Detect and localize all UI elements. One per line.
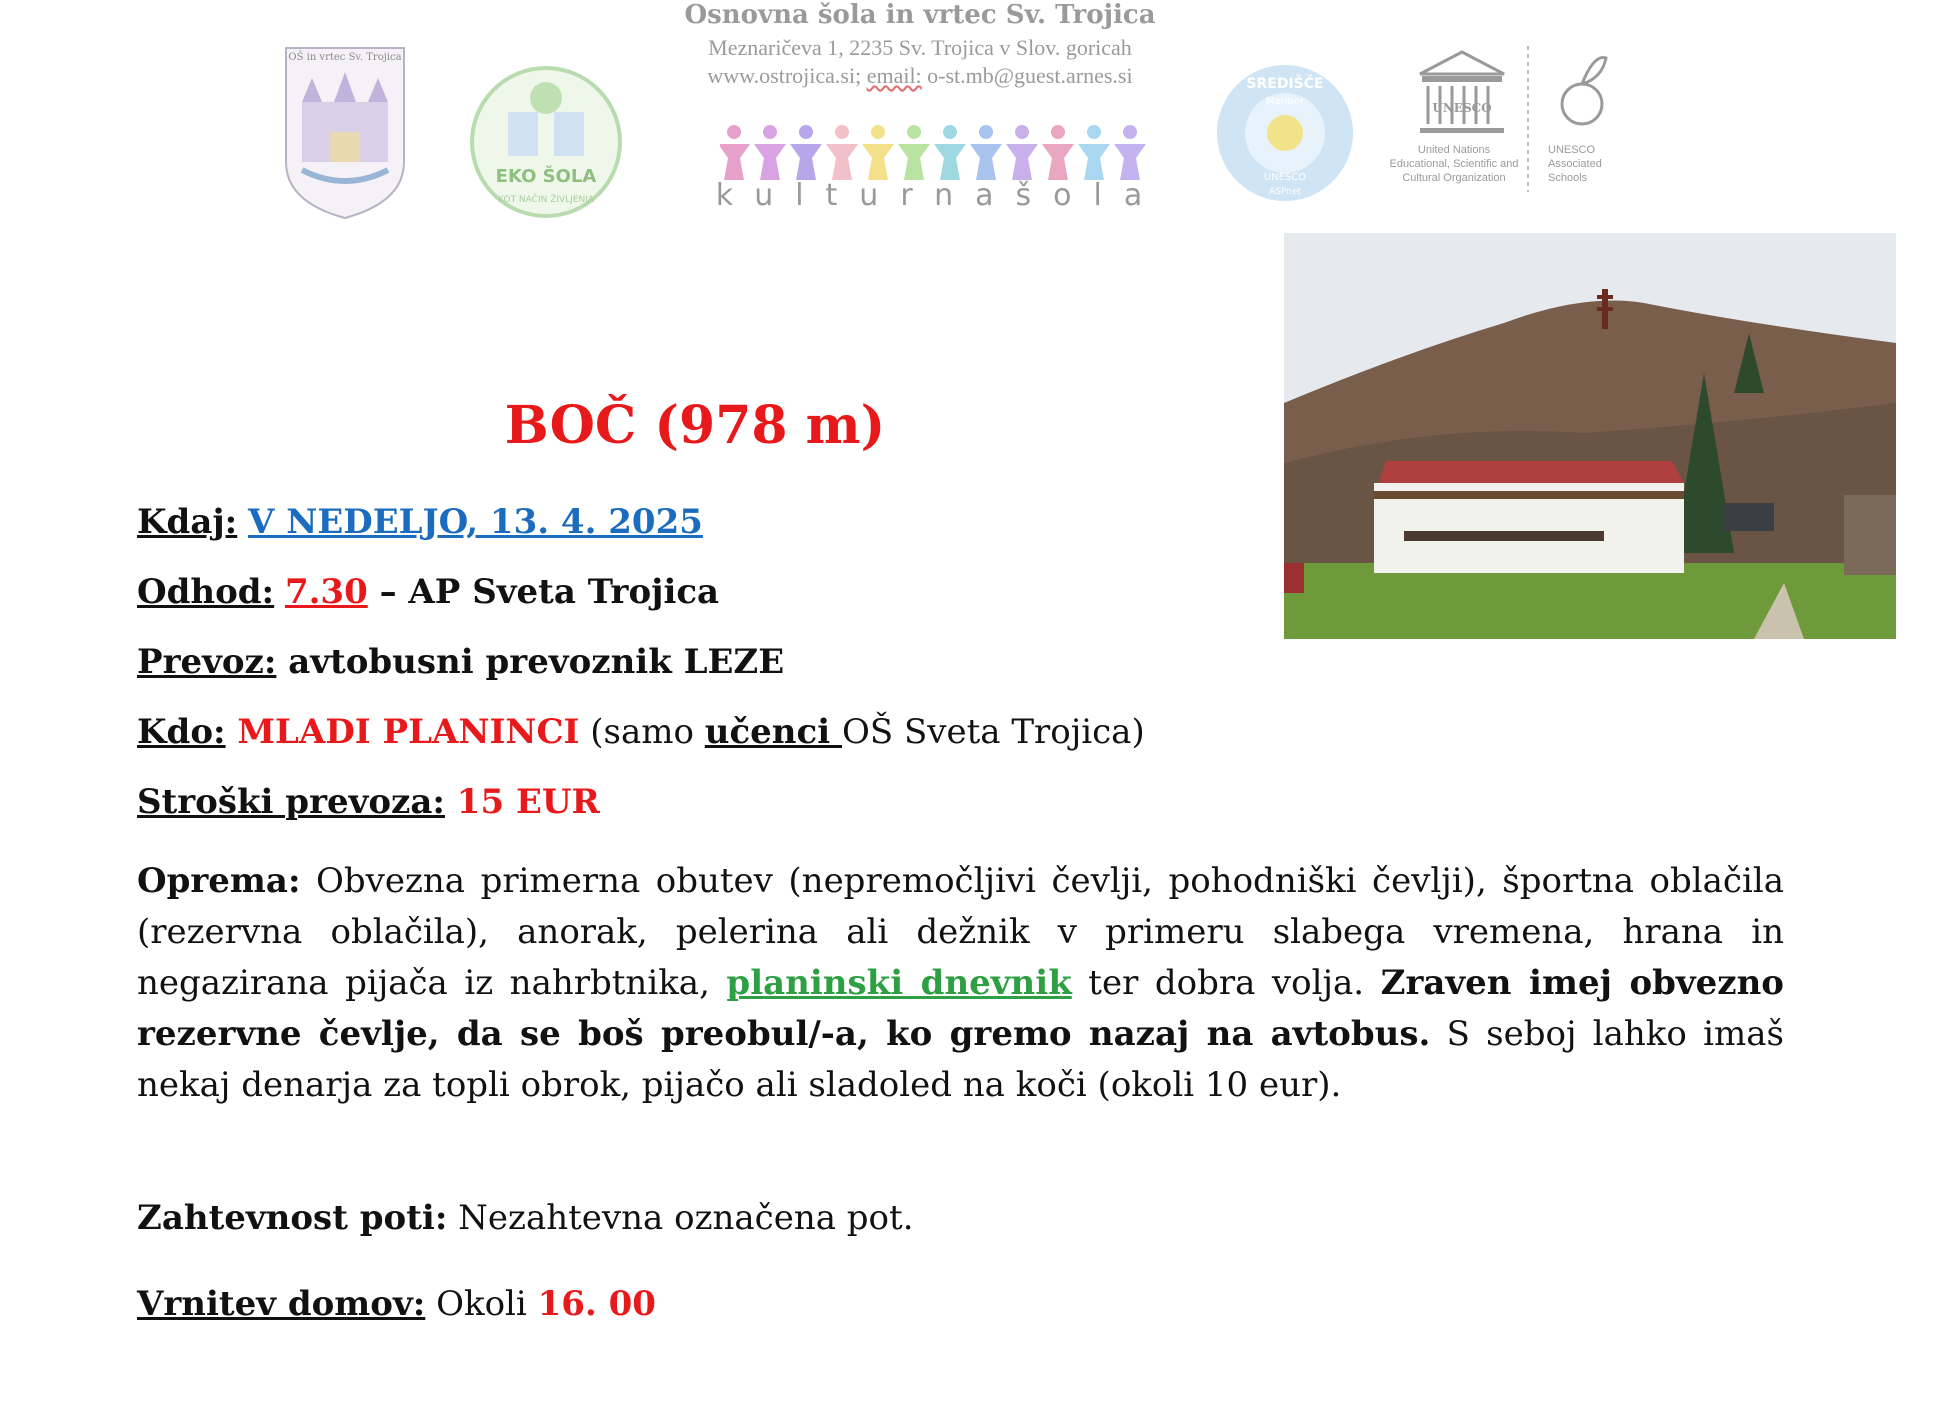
departure-line	[137, 572, 719, 612]
kulturna-figure-body	[754, 144, 786, 180]
school-contact	[660, 62, 1180, 90]
sredisce-net-text: ASPnet	[1269, 187, 1301, 197]
who-group: MLADI PLANINCI	[225, 712, 580, 752]
school-name: Osnovna šola in vrtec Sv. Trojica	[684, 0, 1156, 30]
who-note-close: OŠ Sveta Trojica)	[841, 712, 1145, 752]
kulturna-sola-label: kulturnašola	[715, 178, 1165, 213]
when-label: Kdaj:	[137, 502, 238, 542]
cost-value: 15 EUR	[444, 782, 600, 822]
eko-sola-label: EKO ŠOLA	[495, 166, 597, 187]
school-crest-logo	[282, 42, 408, 222]
equipment-text-1: Obvezna primerna obutev (nepremočljivi čevlji, pohodniški čevlji), športna oblačila (rezervna oblačila), anorak, pelerina ali dežnik v primeru slabega vremena, hrana in negazirana pijača iz nahrbtnika,	[137, 861, 1784, 1003]
sredisce-bottom-text: UNESCO	[1263, 172, 1307, 183]
departure-time: 7.30	[284, 572, 368, 612]
crest-caption: OŠ in vrtec Sv. Trojica	[288, 52, 402, 63]
equipment-text-2: ter dobra volja.	[1071, 963, 1381, 1003]
kulturna-figure-head	[871, 125, 885, 139]
kulturna-figure-head	[1087, 125, 1101, 139]
sredisce-top-text: SREDIŠČE	[1246, 76, 1324, 92]
kulturna-figure-body	[934, 144, 966, 180]
sredisce-city-text: Maribor	[1265, 96, 1305, 107]
planinski-dnevnik-link: planinski dnevnik	[726, 963, 1072, 1003]
equipment-label: Oprema:	[137, 861, 301, 901]
kulturna-figure-head	[799, 125, 813, 139]
cost-line	[137, 782, 600, 822]
kulturna-figure-head	[835, 125, 849, 139]
unesco-org-line: Cultural Organization	[1402, 172, 1506, 184]
unesco-schools-line: UNESCO	[1548, 144, 1596, 156]
departure-label: Odhod:	[137, 572, 275, 612]
difficulty-line	[137, 1198, 914, 1238]
transport-label: Prevoz:	[137, 642, 277, 682]
equipment-paragraph	[137, 856, 1784, 1111]
departure-place: – AP Sveta Trojica	[367, 572, 720, 612]
kulturna-figure-head	[1015, 125, 1029, 139]
kulturna-figure-body	[720, 144, 750, 180]
kulturna-figure-body	[1042, 144, 1074, 180]
who-label: Kdo:	[137, 712, 226, 752]
kulturna-figure-head	[727, 125, 741, 139]
kulturna-figure-body	[1078, 144, 1110, 180]
boc-mountain-hut-photo	[1284, 233, 1896, 639]
difficulty-value: Nezahtevna označena pot.	[447, 1198, 914, 1238]
who-note-bold: učenci	[704, 712, 842, 752]
school-email[interactable]: o-st.mb@guest.arnes.si	[927, 63, 1133, 88]
unesco-org-name	[1378, 143, 1530, 185]
unesco-schools-line: Schools	[1548, 172, 1588, 184]
eko-sola-logo	[466, 62, 626, 222]
email-label: email:	[866, 63, 922, 88]
who-line	[137, 712, 1145, 752]
kulturna-figure-body	[826, 144, 858, 180]
kulturna-figure-body	[862, 144, 894, 180]
cost-label: Stroški prevoza:	[137, 782, 445, 822]
kulturna-figure-body	[970, 144, 1002, 180]
kulturna-figure-head	[1123, 125, 1137, 139]
kulturna-figure-body	[1114, 144, 1146, 180]
unesco-schools-name	[1548, 143, 1618, 185]
unesco-sredisce-logo	[1214, 62, 1356, 204]
kulturna-figure-head	[1051, 125, 1065, 139]
kulturna-figure-body	[1006, 144, 1038, 180]
unesco-word: UNESCO	[1432, 101, 1492, 115]
equipment-bold-note: Zraven imej obvezno rezervne čevlje, da se boš preobul/-a, ko gremo nazaj na avtobus.	[137, 963, 1784, 1054]
difficulty-label: Zahtevnost poti:	[137, 1198, 448, 1238]
kulturna-figure-head	[763, 125, 777, 139]
transport-line	[137, 642, 784, 682]
trip-title: BOČ (978 m)	[504, 395, 886, 456]
eko-sola-tagline: KOT NAČIN ŽIVLJENJA	[498, 195, 594, 205]
return-time: 16. 00	[537, 1284, 656, 1324]
return-prefix: Okoli	[425, 1284, 538, 1324]
kulturna-figure-head	[907, 125, 921, 139]
when-value: V NEDELJO, 13. 4. 2025	[248, 502, 703, 542]
who-note-open: (samo	[579, 712, 705, 752]
when-line	[137, 502, 703, 542]
return-line	[137, 1284, 656, 1324]
letterhead	[660, 0, 1180, 90]
unesco-org-line: United Nations	[1417, 144, 1491, 156]
return-label: Vrnitev domov:	[137, 1284, 426, 1324]
unesco-org-line: Educational, Scientific and	[1389, 158, 1519, 170]
unesco-schools-line: Associated	[1548, 158, 1602, 170]
equipment-text-3: S seboj lahko imaš nekaj denarja za topli obrok, pijačo ali sladoled na koči (okoli 10 eur).	[137, 1014, 1784, 1105]
school-address: Meznaričeva 1, 2235 Sv. Trojica v Slov. goricah	[708, 35, 1132, 60]
kulturna-figure-head	[943, 125, 957, 139]
kulturna-figure-head	[979, 125, 993, 139]
kulturna-figure-body	[898, 144, 930, 180]
school-website[interactable]: www.ostrojica.si;	[707, 63, 862, 88]
kulturna-figure-body	[790, 144, 822, 180]
transport-value: avtobusni prevoznik LEZE	[276, 642, 785, 682]
